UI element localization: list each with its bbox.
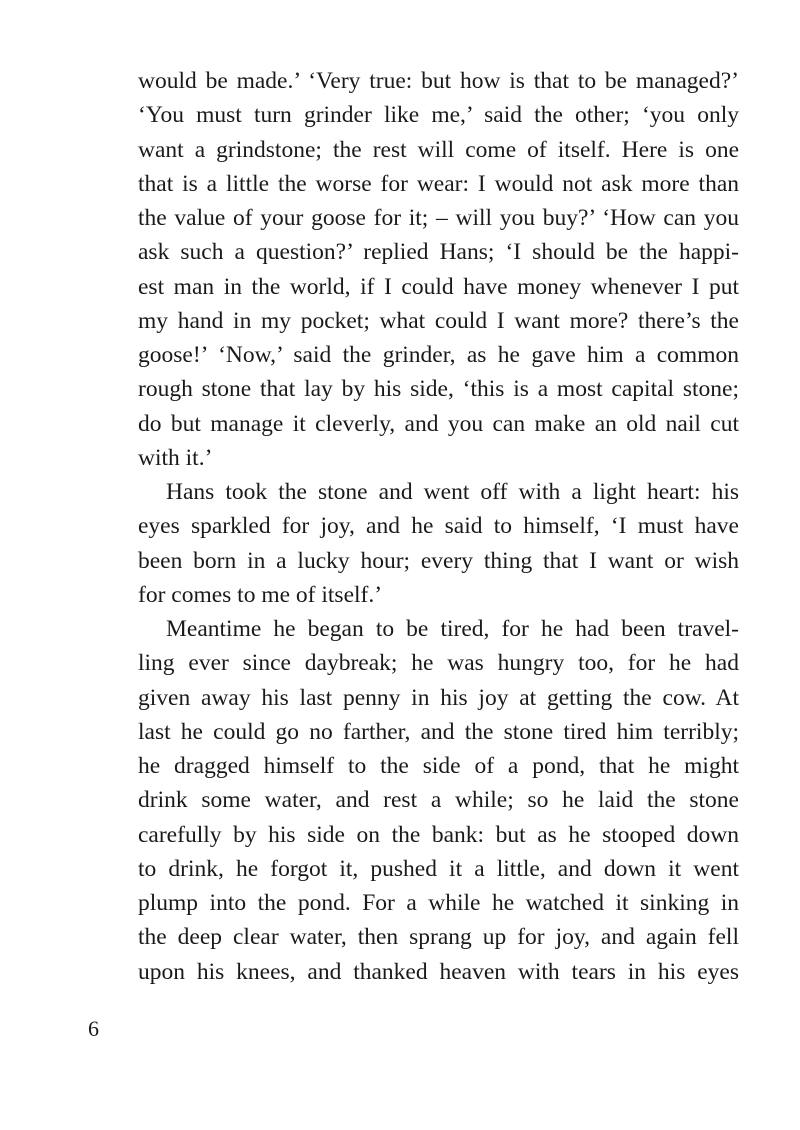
text-line: for comes to me of itself.’ bbox=[138, 581, 383, 608]
text-line: est man in the world, if I could have money whenever I put bbox=[138, 273, 739, 300]
text-line: that is a little the worse for wear: I would not ask more than bbox=[138, 170, 739, 197]
text-line: my hand in my pocket; what could I want more? there’s the bbox=[138, 307, 739, 334]
text-line: would be made.’ ‘Very true: but how is that to be managed?’ bbox=[138, 68, 739, 94]
text-line: eyes sparkled for joy, and he said to himself, ‘I must have bbox=[138, 513, 739, 540]
text-line: been born in a lucky hour; every thing that I want or wish bbox=[138, 547, 739, 574]
text-line: Hans took the stone and went off with a light heart: his bbox=[166, 479, 739, 505]
text-line: do but manage it cleverly, and you can make an old nail cut bbox=[138, 410, 739, 437]
text-line: Meantime he began to be tired, for he had been travel- bbox=[166, 616, 739, 642]
text-line: upon his knees, and thanked heaven with tears in his eyes bbox=[138, 958, 739, 985]
text-line: carefully by his side on the bank: but as he stooped down bbox=[138, 821, 739, 848]
text-line: ask such a question?’ replied Hans; ‘I should be the happi- bbox=[138, 239, 739, 266]
text-line: drink some water, and rest a while; so he laid the stone bbox=[138, 787, 739, 814]
page-number: 6 bbox=[88, 1016, 99, 1041]
paragraph-2 bbox=[138, 475, 739, 612]
paragraph-1 bbox=[138, 64, 739, 475]
text-line: given away his last penny in his joy at getting the cow. At bbox=[138, 684, 739, 711]
text-line: to drink, he forgot it, pushed it a little, and down it went bbox=[138, 855, 739, 882]
text-line: goose!’ ‘Now,’ said the grinder, as he gave him a common bbox=[138, 342, 739, 368]
text-line: last he could go no farther, and the stone tired him terribly; bbox=[138, 718, 739, 745]
text-line: the value of your goose for it; – will you buy?’ ‘How can you bbox=[138, 205, 739, 231]
page-body bbox=[138, 64, 739, 989]
text-line: ‘You must turn grinder like me,’ said the other; ‘you only bbox=[138, 102, 739, 129]
text-line: want a grindstone; the rest will come of itself. Here is one bbox=[138, 136, 739, 163]
text-line: he dragged himself to the side of a pond, that he might bbox=[138, 753, 739, 779]
text-line: rough stone that lay by his side, ‘this is a most capital stone; bbox=[138, 376, 739, 403]
paragraph-3 bbox=[138, 612, 739, 989]
text-line: ling ever since daybreak; he was hungry too, for he had bbox=[138, 650, 739, 677]
text-line: the deep clear water, then sprang up for joy, and again fell bbox=[138, 924, 739, 951]
text-line: plump into the pond. For a while he watched it sinking in bbox=[138, 890, 739, 916]
text-line: with it.’ bbox=[138, 444, 213, 471]
